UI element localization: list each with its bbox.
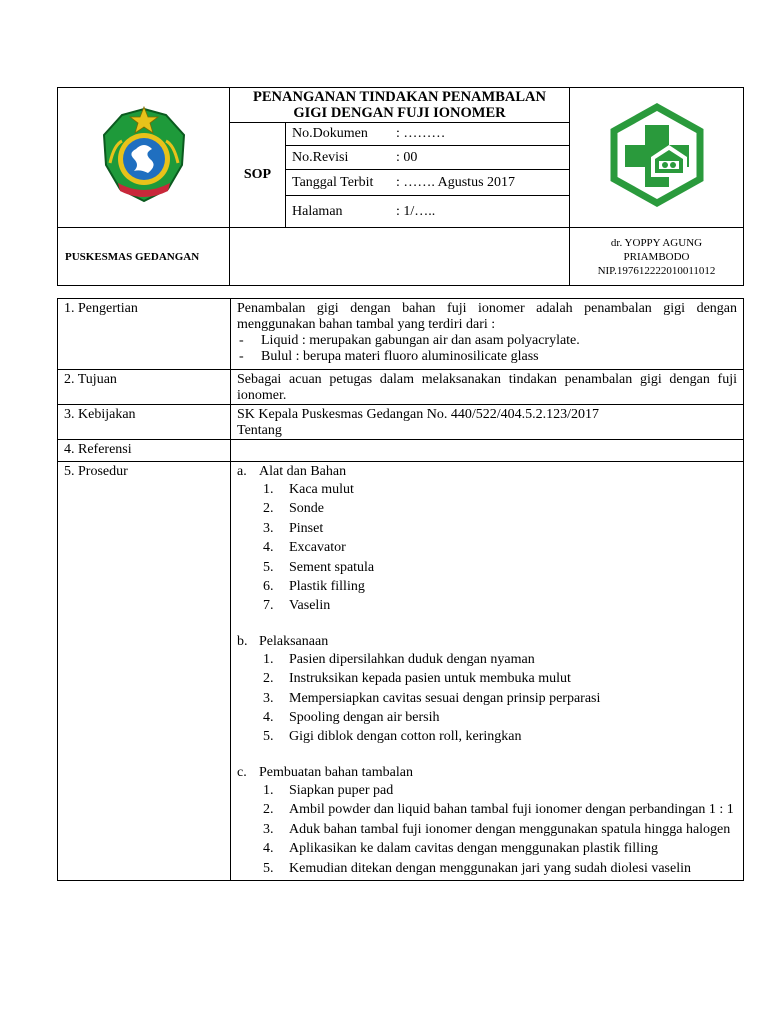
label-prosedur: 5. Prosedur — [58, 462, 231, 881]
regency-logo-cell — [58, 88, 230, 228]
meta-label: Tanggal Terbit — [292, 174, 374, 190]
list-item: 2. Ambil powder dan liquid bahan tambal fuji ionomer dengan perbandingan 1 : 1 — [263, 802, 734, 818]
content-tujuan: Sebagai acuan petugas dalam melaksanakan tindakan penambalan gigi dengan fuji ionomer. — [231, 370, 744, 405]
kebijakan-line-2: Tentang — [237, 423, 282, 438]
list-item: 4. Excavator — [263, 540, 346, 556]
meta-row-dokumen — [286, 123, 570, 146]
list-item: 5. Sement spatula — [263, 559, 375, 575]
section-a-title: a. Alat dan Bahan — [237, 464, 347, 479]
row-prosedur — [58, 462, 744, 881]
content-kebijakan — [231, 405, 744, 440]
section-c-list — [237, 781, 737, 878]
puskesmas-logo-cell — [570, 88, 744, 228]
signer-block — [570, 228, 744, 286]
list-item: 6. Plastik filling — [263, 579, 365, 595]
section-c-title: c. Pembuatan bahan tambalan — [237, 764, 413, 780]
institution-name: PUSKESMAS GEDANGAN — [58, 228, 230, 286]
list-item: 3. Pinset — [263, 520, 324, 536]
list-item: 5. Kemudian ditekan dengan menggunakan jari yang sudah diolesi vaselin — [263, 860, 692, 876]
label-pengertian: 1. Pengertian — [58, 299, 231, 370]
meta-row-tanggal — [286, 170, 570, 196]
bullet-text: Bulul : berupa materi fluoro aluminosilicate glass — [261, 349, 539, 364]
empty-cell — [230, 228, 570, 286]
bullet-text: Liquid : merupakan gabungan air dan asam polyacrylate. — [261, 333, 580, 348]
row-pengertian — [58, 299, 744, 370]
meta-row-revisi — [286, 146, 570, 170]
label-kebijakan: 3. Kebijakan — [58, 405, 231, 440]
list-item: 4. Spooling dengan air bersih — [263, 710, 440, 726]
signer-name-2: PRIAMBODO — [623, 250, 690, 263]
meta-value: : ……… — [396, 126, 446, 141]
row-kebijakan — [58, 405, 744, 440]
list-item: 3. Aduk bahan tambal fuji ionomer dengan menggunakan spatula hingga halogen — [263, 821, 731, 837]
regency-emblem-icon — [98, 105, 190, 205]
label-referensi: 4. Referensi — [58, 440, 231, 462]
meta-label: No.Revisi — [292, 149, 349, 165]
title-line-1: PENANGANAN TINDAKAN PENAMBALAN — [253, 89, 546, 105]
section-b-title: b. Pelaksanaan — [237, 633, 329, 649]
pengertian-text: Penambalan gigi dengan bahan fuji ionomer adalah penambalan gigi dengan menggunakan bahan tambal yang terdiri dari : — [237, 301, 737, 332]
section-b-list — [237, 650, 737, 747]
signer-name-1: dr. YOPPY AGUNG — [610, 236, 703, 249]
meta-label: No.Dokumen — [292, 126, 368, 141]
bullet-item: - Bulul : berupa materi fluoro aluminosilicate glass — [239, 349, 539, 364]
content-pengertian — [231, 299, 744, 370]
sop-body-table — [57, 298, 744, 881]
label-tujuan: 2. Tujuan — [58, 370, 231, 405]
list-item: 1. Kaca mulut — [263, 482, 354, 497]
sop-header-table — [57, 87, 744, 286]
meta-label: Halaman — [292, 203, 343, 219]
puskesmas-logo-icon — [605, 103, 709, 207]
content-prosedur — [231, 462, 744, 881]
meta-value: : 00 — [396, 149, 418, 165]
title-line-2: GIGI DENGAN FUJI IONOMER — [293, 105, 506, 121]
row-referensi — [58, 440, 744, 462]
kebijakan-line-1: SK Kepala Puskesmas Gedangan No. 440/522/404.5.2.123/2017 — [237, 407, 600, 422]
meta-value: : 1/….. — [396, 203, 436, 219]
section-a-list — [237, 480, 737, 616]
bullet-item: - Liquid : merupakan gabungan air dan asam polyacrylate. — [239, 333, 580, 348]
sop-label: SOP — [230, 123, 286, 228]
meta-row-halaman — [286, 196, 570, 228]
list-item: 4. Aplikasikan ke dalam cavitas dengan menggunakan plastik filling — [263, 841, 658, 857]
signer-nip: NIP.197612222010011012 — [597, 264, 716, 277]
row-tujuan — [58, 370, 744, 405]
list-item: 7. Vaselin — [263, 598, 331, 614]
list-item: 2. Instruksikan kepada pasien untuk membuka mulut — [263, 671, 571, 687]
list-item: 1. Siapkan puper pad — [263, 782, 394, 798]
content-referensi — [231, 440, 744, 462]
list-item: 1. Pasien dipersilahkan duduk dengan nyaman — [263, 651, 535, 667]
list-item: 2. Sonde — [263, 501, 324, 517]
document-title — [230, 88, 570, 123]
list-item: 3. Mempersiapkan cavitas sesuai dengan prinsip perparasi — [263, 690, 601, 706]
list-item: 5. Gigi diblok dengan cotton roll, keringkan — [263, 729, 522, 745]
meta-value: : ……. Agustus 2017 — [396, 174, 516, 190]
